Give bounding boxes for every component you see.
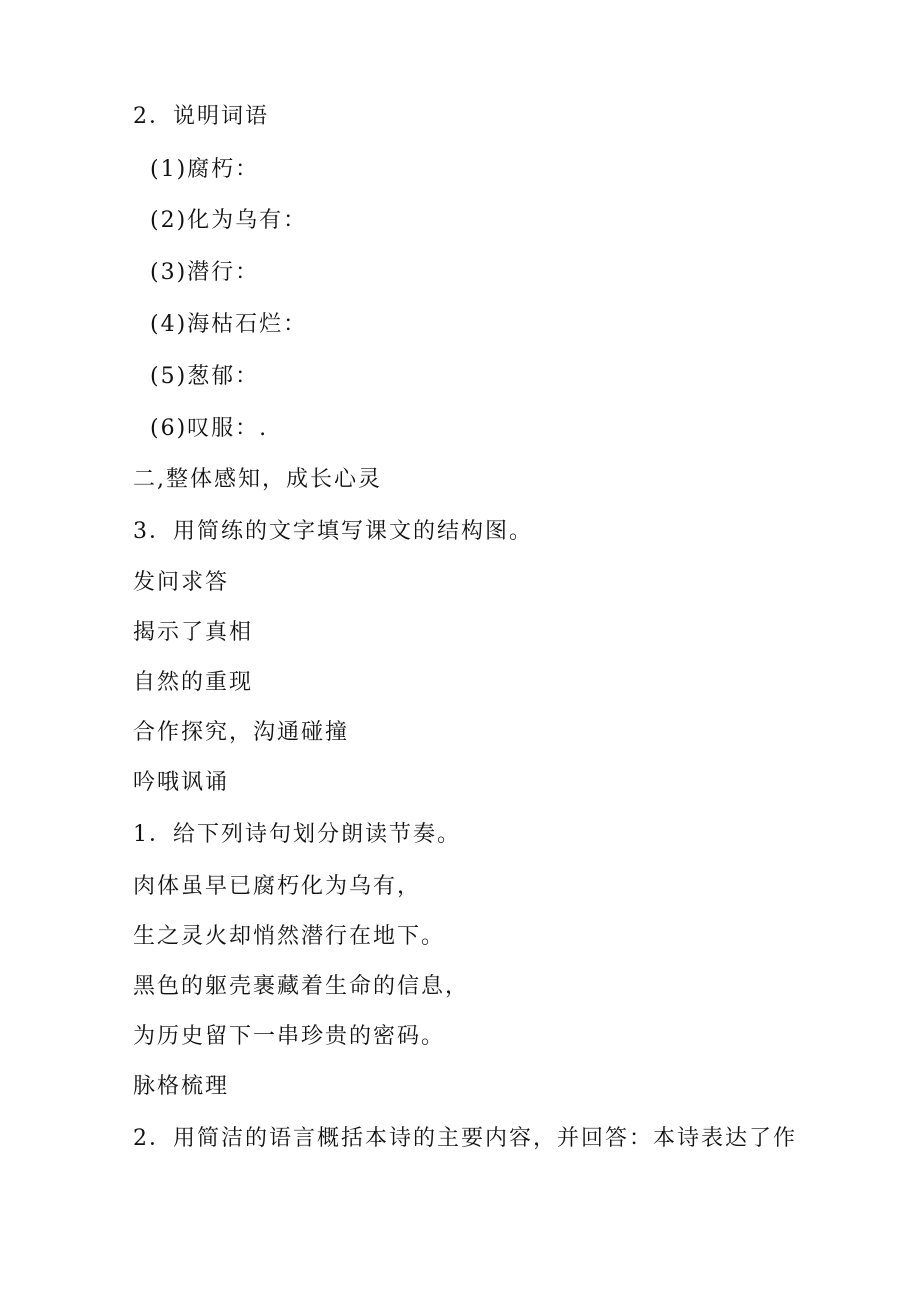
vocab-item-6: (6)叹服：. xyxy=(150,416,269,441)
poem-line-2: 生之灵火却悄然潜行在地下。 xyxy=(133,924,446,949)
structure-item-2: 揭示了真相 xyxy=(133,620,254,645)
vocab-item-5: (5)葱郁： xyxy=(150,364,260,389)
section-heading-collaborate: 合作探究，沟通碰撞 xyxy=(133,720,350,745)
poem-line-4: 为历史留下一串珍贵的密码。 xyxy=(133,1024,446,1049)
question-1-heading: 1．给下列诗句划分朗读节奏。 xyxy=(133,822,461,847)
vocab-item-3: (3)潜行： xyxy=(150,260,260,285)
question-2-heading: 2．说明词语 xyxy=(133,104,269,129)
structure-item-1: 发问求答 xyxy=(133,570,230,595)
vocab-item-4: (4)海枯石烂： xyxy=(150,312,308,337)
section-2-heading: 二,整体感知，成长心灵 xyxy=(133,467,382,492)
poem-line-1: 肉体虽早已腐朽化为乌有， xyxy=(133,874,422,899)
vocab-item-1: (1)腐朽： xyxy=(150,157,260,182)
section-heading-recite: 吟哦讽诵 xyxy=(133,770,230,795)
question-2-summary: 2．用简洁的语言概括本诗的主要内容，并回答：本诗表达了作 xyxy=(133,1126,797,1151)
vocab-item-2: (2)化为乌有： xyxy=(150,208,308,233)
question-3-heading: 3．用简练的文字填写课文的结构图。 xyxy=(133,519,533,544)
section-heading-structure: 脉格梳理 xyxy=(133,1074,230,1099)
poem-line-3: 黑色的躯壳裹藏着生命的信息， xyxy=(133,974,470,999)
structure-item-3: 自然的重现 xyxy=(133,670,254,695)
